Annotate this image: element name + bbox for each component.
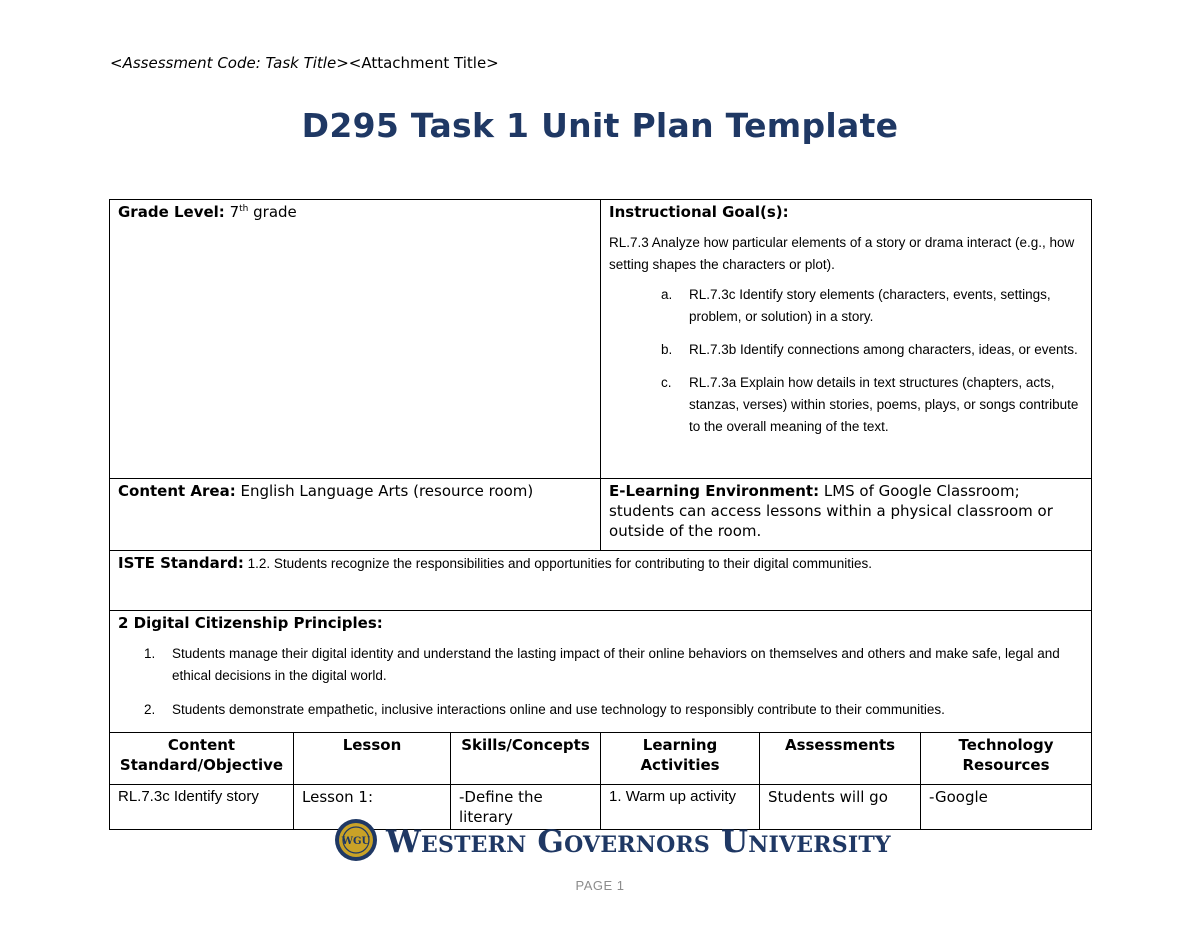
grade-level-label: Grade Level: <box>118 203 225 221</box>
iste-standard-cell <box>110 551 1092 611</box>
wgu-seal-icon <box>334 818 378 862</box>
cell-skills-concepts: -Define the literary <box>451 785 601 830</box>
column-header-lesson: Lesson <box>294 733 451 785</box>
grade-level-cell <box>110 200 601 479</box>
elearning-cell <box>601 479 1092 551</box>
cell-technology-resources: -Google <box>921 785 1092 830</box>
citizenship-principles-label: 2 Digital Citizenship Principles: <box>118 614 383 632</box>
elearning-label: E-Learning Environment: <box>609 482 820 500</box>
goal-main-standard: RL.7.3 Analyze how particular elements of a story or drama interact (e.g., how setting shapes the characters or plot). <box>609 235 1075 272</box>
goal-sub-list <box>609 284 1083 438</box>
column-header-row <box>110 733 1092 785</box>
instructional-goals-cell <box>601 200 1092 479</box>
seal-text: WGU <box>341 836 371 847</box>
goal-sub-item: a. RL.7.3c Identify story elements (characters, events, settings, problem, or solution) in a story. <box>661 287 1051 324</box>
wgu-logo-text: Western Governors University <box>386 824 891 860</box>
wgu-logo <box>334 818 891 864</box>
principle-item: 2. Students demonstrate empathetic, inclusive interactions online and use technology to responsibly contribute to their communities. <box>144 702 945 717</box>
column-header-assessments: Assessments <box>760 733 921 785</box>
iste-standard-label: ISTE Standard: <box>118 554 244 572</box>
content-area-label: Content Area: <box>118 482 236 500</box>
content-area-cell <box>110 479 601 551</box>
citizenship-principles-cell <box>110 611 1092 733</box>
column-header-skills-concepts: Skills/Concepts <box>451 733 601 785</box>
unit-plan-table <box>109 199 1092 830</box>
cell-content-standard: RL.7.3c Identify story <box>110 785 294 830</box>
header-attachment-title: <Attachment Title> <box>348 54 499 72</box>
cell-lesson: Lesson 1: <box>294 785 451 830</box>
goal-sub-item: b. RL.7.3b Identify connections among characters, ideas, or events. <box>661 342 1078 357</box>
column-header-content-standard: Content Standard/Objective <box>110 733 294 785</box>
citizenship-principles-list <box>118 643 1083 721</box>
document-title: D295 Task 1 Unit Plan Template <box>301 106 899 145</box>
page-number: PAGE 1 <box>575 878 625 893</box>
column-header-technology-resources: Technology Resources <box>921 733 1092 785</box>
column-header-learning-activities: Learning Activities <box>601 733 760 785</box>
content-area-value: English Language Arts (resource room) <box>235 482 534 500</box>
document-header <box>110 54 499 72</box>
cell-learning-activities: 1. Warm up activity <box>601 785 760 830</box>
principle-item: 1. Students manage their digital identity and understand the lasting impact of their online behaviors on themselves and others and make safe, legal and ethical decisions in the digital world. <box>144 646 1060 683</box>
iste-standard-value: 1.2. Students recognize the responsibilities and opportunities for contributing to their digital communities. <box>243 556 872 571</box>
instructional-goals-label: Instructional Goal(s): <box>609 203 789 221</box>
grade-level-value: 7th grade <box>229 203 297 221</box>
goal-sub-item: c. RL.7.3a Explain how details in text structures (chapters, acts, stanzas, verses) within stories, poems, plays, or songs contribute to the overall meaning of the text. <box>661 375 1079 434</box>
elearning-value: LMS of Google Classroom; students can access lessons within a physical classroom or outside of the room. <box>609 482 1053 540</box>
cell-assessments: Students will go <box>760 785 921 830</box>
header-assessment-code: <Assessment Code: Task Title> <box>110 54 349 72</box>
